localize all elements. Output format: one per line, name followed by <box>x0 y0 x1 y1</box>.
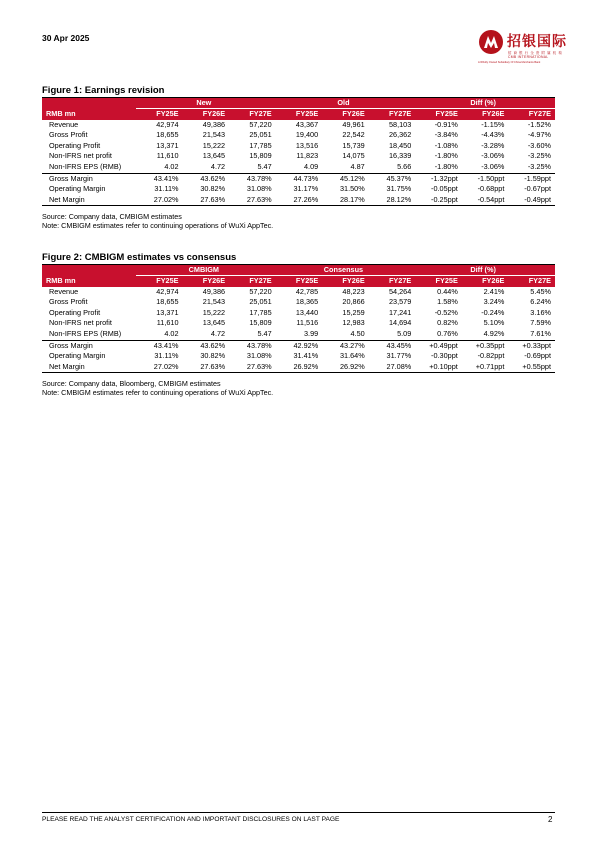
table-cell: 18,450 <box>388 140 412 150</box>
table-cell: 43.62% <box>183 340 230 351</box>
table-cell: 27.63% <box>229 362 276 373</box>
table-cell: 31.17% <box>293 184 319 194</box>
table-cell: -0.49ppt <box>508 195 555 206</box>
table-row <box>42 351 555 362</box>
table-cell: 15,222 <box>202 307 226 317</box>
figure1-table <box>42 98 555 206</box>
row-label: Non-IFRS net profit <box>49 318 112 328</box>
table-cell: 3.99 <box>303 328 319 338</box>
row-label: Non-IFRS EPS (RMB) <box>49 328 122 338</box>
row-label: Non-IFRS net profit <box>49 151 112 161</box>
table-cell: 42,974 <box>156 286 179 296</box>
table-cell: 27.08% <box>369 362 416 373</box>
logo-chinese-name: 招银国际 <box>507 34 567 50</box>
figure2-column-header <box>42 276 555 287</box>
column-header: FY27E <box>229 109 276 120</box>
column-header: FY26E <box>322 276 369 287</box>
table-cell: 49,386 <box>202 286 226 296</box>
table-cell: 6.24% <box>530 297 551 307</box>
page-number: 2 <box>548 815 553 824</box>
column-header: FY25E <box>276 109 323 120</box>
table-cell: +0.71ppt <box>462 362 509 373</box>
table-cell: 4.02 <box>164 161 179 171</box>
table-row <box>42 162 555 173</box>
table-cell: 43.41% <box>136 173 183 184</box>
cmb-logo-icon <box>478 29 504 55</box>
table-cell: 5.09 <box>397 328 412 338</box>
column-header: FY27E <box>369 109 416 120</box>
table-cell: -0.82ppt <box>477 351 505 361</box>
column-header: RMB mn <box>42 276 136 287</box>
table-cell: 43.78% <box>229 340 276 351</box>
table-cell: -1.15% <box>481 119 505 129</box>
table-cell: 27.02% <box>136 362 183 373</box>
table-cell: 20,866 <box>342 297 365 307</box>
table-cell: -1.50ppt <box>462 173 509 184</box>
table-cell: 30.82% <box>200 351 226 361</box>
column-header: FY25E <box>276 276 323 287</box>
table-cell: 49,961 <box>342 119 365 129</box>
table-row <box>42 184 555 195</box>
table-cell: +0.35ppt <box>462 340 509 351</box>
table-cell: 5.47 <box>257 328 272 338</box>
table-cell: 57,220 <box>249 286 272 296</box>
table-cell: 13,516 <box>295 140 319 150</box>
table-cell: 3.16% <box>530 307 551 317</box>
figure1-column-header <box>42 109 555 120</box>
table-cell: 31.08% <box>246 351 272 361</box>
table-cell: 0.82% <box>437 318 458 328</box>
table-cell: 43.78% <box>229 173 276 184</box>
table-cell: 43.41% <box>136 340 183 351</box>
table-row <box>42 151 555 162</box>
table-cell: 31.64% <box>339 351 365 361</box>
table-row <box>42 297 555 308</box>
row-label: Gross Profit <box>49 297 88 307</box>
table-cell: 7.59% <box>530 318 551 328</box>
table-cell: 27.02% <box>136 195 183 206</box>
table-cell: 7.61% <box>530 328 551 338</box>
table-cell: 16,339 <box>388 151 412 161</box>
table-cell: -0.67ppt <box>524 184 551 194</box>
table-cell: 28.12% <box>369 195 416 206</box>
table-cell: 15,809 <box>249 151 272 161</box>
column-header: FY25E <box>415 109 462 120</box>
figure1-group-header <box>42 98 555 109</box>
table-cell: 17,785 <box>249 307 272 317</box>
column-header: FY25E <box>136 276 183 287</box>
table-cell: 15,259 <box>342 307 365 317</box>
column-header: FY26E <box>462 109 509 120</box>
table-cell: 2.41% <box>483 286 505 296</box>
table-cell: 43.62% <box>183 173 230 184</box>
table-cell: 43.45% <box>369 340 416 351</box>
table-cell: 18,655 <box>156 297 179 307</box>
table-cell: -1.32ppt <box>415 173 462 184</box>
table-cell: 11,610 <box>156 151 179 161</box>
row-label: Gross Margin <box>42 340 136 351</box>
table-cell: -0.52% <box>434 307 458 317</box>
row-label: Revenue <box>49 119 79 129</box>
table-cell: 19,400 <box>295 130 319 140</box>
table-cell: 14,694 <box>388 318 412 328</box>
table-cell: 57,220 <box>249 119 272 129</box>
table-cell: 49,386 <box>202 119 226 129</box>
column-header: FY27E <box>508 276 555 287</box>
table-cell: 15,739 <box>342 140 365 150</box>
column-header: FY27E <box>369 276 416 287</box>
table-cell: 4.02 <box>164 328 179 338</box>
table-cell: 4.72 <box>210 161 226 171</box>
table-cell: 1.58% <box>437 297 458 307</box>
table-cell: 23,579 <box>388 297 412 307</box>
table-cell: 22,542 <box>342 130 365 140</box>
footer-disclaimer: PLEASE READ THE ANALYST CERTIFICATION AND IMPORTANT DISCLOSURES ON LAST PAGE <box>42 816 340 823</box>
table-cell: 5.47 <box>257 161 272 171</box>
figure1-source: Source: Company data, CMBIGM estimates <box>42 212 182 221</box>
table-cell: 54,264 <box>388 286 412 296</box>
table-cell: 18,655 <box>156 130 179 140</box>
table-cell: -0.69ppt <box>524 351 551 361</box>
table-cell: -1.59ppt <box>508 173 555 184</box>
table-cell: 26.92% <box>322 362 369 373</box>
table-cell: 18,365 <box>295 297 319 307</box>
table-cell: +0.55ppt <box>508 362 555 373</box>
table-cell: -3.25% <box>527 151 551 161</box>
figure1-note: Note: CMBIGM estimates refer to continuing operations of WuXi AppTec. <box>42 221 274 230</box>
table-cell: 4.87 <box>350 161 365 171</box>
logo-english-tagline: A Wholly Owned Subsidiary Of China Merchants Bank <box>478 61 541 64</box>
table-cell: 44.73% <box>276 173 323 184</box>
table-row <box>42 287 555 298</box>
row-label: Revenue <box>49 286 79 296</box>
table-cell: -3.06% <box>481 161 505 171</box>
table-cell: 27.26% <box>276 195 323 206</box>
table-cell: 45.12% <box>322 173 369 184</box>
table-cell: 31.41% <box>293 351 319 361</box>
logo-chinese-tagline: 招商银行全资附属机构 <box>508 51 564 55</box>
table-row <box>42 120 555 131</box>
table-cell: 42,785 <box>295 286 319 296</box>
column-header: FY26E <box>183 276 230 287</box>
table-cell: -4.43% <box>481 130 505 140</box>
table-cell: 26.92% <box>276 362 323 373</box>
table-row <box>42 340 555 351</box>
table-cell: -1.08% <box>434 140 458 150</box>
table-row <box>42 362 555 373</box>
group-header: CMBIGM <box>136 265 276 276</box>
row-label: Operating Margin <box>49 184 106 194</box>
table-cell: 21,543 <box>202 297 226 307</box>
table-cell: 5.10% <box>483 318 505 328</box>
logo-english-name: CMB INTERNATIONAL <box>508 55 549 59</box>
table-cell: 4.72 <box>210 328 226 338</box>
group-header: Consensus <box>276 265 416 276</box>
footer-rule <box>42 812 555 813</box>
report-date: 30 Apr 2025 <box>42 33 90 43</box>
table-cell: 42.92% <box>276 340 323 351</box>
table-cell: -3.60% <box>527 140 551 150</box>
column-header: FY25E <box>415 276 462 287</box>
table-cell: 48,223 <box>342 286 365 296</box>
table-cell: -3.84% <box>434 130 458 140</box>
column-header: FY26E <box>322 109 369 120</box>
table-cell: 31.08% <box>246 184 272 194</box>
table-cell: 14,075 <box>342 151 365 161</box>
table-cell: 31.77% <box>386 351 412 361</box>
table-cell: -1.80% <box>434 161 458 171</box>
table-cell: 45.37% <box>369 173 416 184</box>
table-cell: -3.06% <box>481 151 505 161</box>
group-header: New <box>136 98 276 109</box>
figure1-title: Figure 1: Earnings revision <box>42 85 165 96</box>
column-header: FY25E <box>136 109 183 120</box>
figure2-note: Note: CMBIGM estimates refer to continuing operations of WuXi AppTec. <box>42 388 274 397</box>
table-cell: 13,371 <box>156 140 179 150</box>
table-row <box>42 173 555 184</box>
group-header: Old <box>276 98 416 109</box>
table-cell: -0.54ppt <box>462 195 509 206</box>
table-cell: 27.63% <box>229 195 276 206</box>
table-cell: -1.80% <box>434 151 458 161</box>
figure2-table <box>42 265 555 373</box>
table-cell: 0.76% <box>437 328 458 338</box>
table-row <box>42 329 555 340</box>
table-cell: 26,362 <box>388 130 412 140</box>
column-header: FY26E <box>183 109 230 120</box>
table-row <box>42 130 555 141</box>
table-cell: -3.28% <box>481 140 505 150</box>
table-cell: 13,440 <box>295 307 319 317</box>
table-cell: 4.50 <box>350 328 365 338</box>
table-cell: 13,645 <box>202 151 226 161</box>
group-header: Diff (%) <box>415 265 555 276</box>
table-cell: -0.05ppt <box>431 184 458 194</box>
column-header: FY26E <box>462 276 509 287</box>
table-cell: -0.68ppt <box>477 184 505 194</box>
table-cell: 5.66 <box>397 161 412 171</box>
table-row <box>42 318 555 329</box>
table-cell: 17,241 <box>388 307 412 317</box>
table-cell: 3.24% <box>483 297 505 307</box>
table-cell: 12,983 <box>342 318 365 328</box>
table-cell: 31.50% <box>339 184 365 194</box>
table-cell: 4.09 <box>303 161 319 171</box>
table-cell: 31.11% <box>154 351 179 361</box>
table-cell: 58,103 <box>388 119 412 129</box>
table-cell: -0.24% <box>481 307 505 317</box>
row-label: Net Margin <box>42 195 136 206</box>
table-cell: 21,543 <box>202 130 226 140</box>
table-row <box>42 195 555 206</box>
table-cell: 31.11% <box>154 184 179 194</box>
table-cell: 43.27% <box>322 340 369 351</box>
table-cell: 11,516 <box>296 318 319 328</box>
table-cell: 4.92% <box>483 328 505 338</box>
table-cell: -0.91% <box>434 119 458 129</box>
row-label: Non-IFRS EPS (RMB) <box>49 161 122 171</box>
table-cell: 27.63% <box>183 362 230 373</box>
table-cell: 28.17% <box>322 195 369 206</box>
table-cell: 11,823 <box>296 151 319 161</box>
table-cell: 13,645 <box>202 318 226 328</box>
table-cell: 13,371 <box>156 307 179 317</box>
table-cell: 17,785 <box>249 140 272 150</box>
table-cell: 30.82% <box>200 184 226 194</box>
table-cell: +0.10ppt <box>415 362 462 373</box>
table-cell: -0.30ppt <box>431 351 458 361</box>
table-row <box>42 141 555 152</box>
table-cell: 5.45% <box>530 286 551 296</box>
table-cell: 25,051 <box>249 130 272 140</box>
column-header: FY27E <box>229 276 276 287</box>
table-cell: 43,367 <box>295 119 319 129</box>
table-row <box>42 308 555 319</box>
row-label: Gross Margin <box>42 173 136 184</box>
table-cell: 25,051 <box>249 297 272 307</box>
column-header: RMB mn <box>42 109 136 120</box>
figure2-group-header <box>42 265 555 276</box>
table-cell: 42,974 <box>156 119 179 129</box>
table-cell: 15,809 <box>249 318 272 328</box>
table-cell: 15,222 <box>202 140 226 150</box>
row-label: Gross Profit <box>49 130 88 140</box>
table-cell: +0.49ppt <box>415 340 462 351</box>
table-cell: -3.25% <box>527 161 551 171</box>
table-cell: 0.44% <box>437 286 458 296</box>
figure2-source: Source: Company data, Bloomberg, CMBIGM estimates <box>42 379 221 388</box>
table-cell: -4.97% <box>527 130 551 140</box>
cmbi-logo <box>478 28 570 68</box>
table-cell: +0.33ppt <box>508 340 555 351</box>
row-label: Operating Profit <box>49 140 101 150</box>
row-label: Operating Profit <box>49 307 101 317</box>
figure2-title: Figure 2: CMBIGM estimates vs consensus <box>42 252 237 263</box>
table-cell: 27.63% <box>183 195 230 206</box>
row-label: Net Margin <box>42 362 136 373</box>
column-header: FY27E <box>508 109 555 120</box>
row-label: Operating Margin <box>49 351 106 361</box>
group-header: Diff (%) <box>415 98 555 109</box>
table-cell: 31.75% <box>386 184 412 194</box>
table-cell: -0.25ppt <box>415 195 462 206</box>
table-cell: -1.52% <box>527 119 551 129</box>
table-cell: 11,610 <box>156 318 179 328</box>
